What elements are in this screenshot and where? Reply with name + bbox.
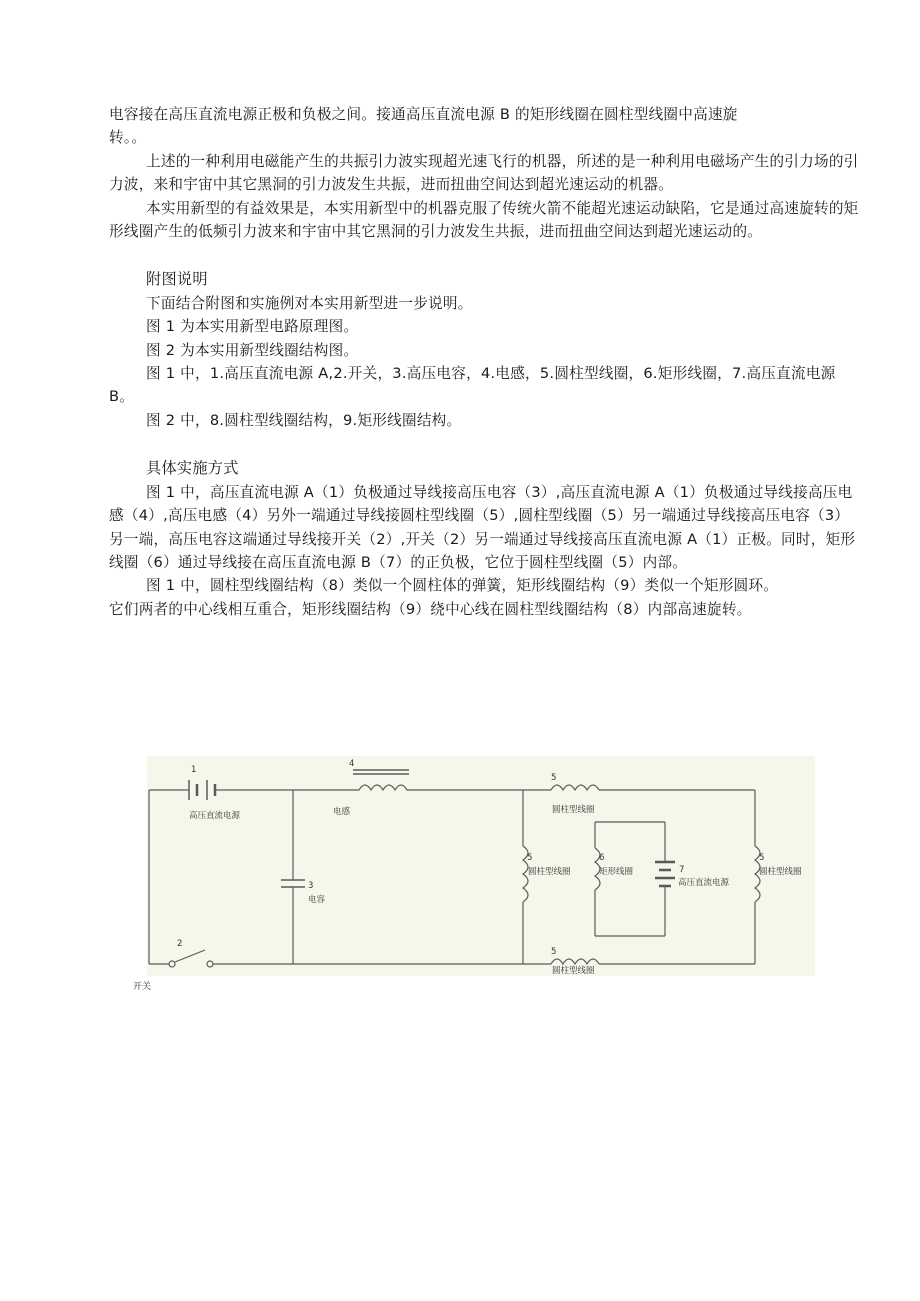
label-n3: 3 — [308, 881, 314, 891]
circuit-diagram — [147, 756, 815, 976]
label-inductor: 电感 — [333, 807, 351, 817]
label-n4: 4 — [349, 759, 355, 769]
label-coil-bottom: 圆柱型线圈 — [552, 966, 595, 976]
paragraph-1-line-1: 电容接在高压直流电源正极和负极之间。接通高压直流电源 B 的矩形线圈在圆柱型线圈中高速旋 — [109, 106, 738, 123]
label-n5-left: 5 — [527, 853, 533, 863]
label-coil-right: 圆柱型线圈 — [759, 867, 802, 877]
label-n5-top: 5 — [551, 773, 557, 783]
paragraph-1-line-2: 转。。 — [109, 129, 147, 147]
paragraph-2: 上述的一种利用电磁能产生的共振引力波实现超光速飞行的机器，所述的是一种利用电磁场产生的引力场的引力波，来和宇宙中其它黑洞的引力波发生共振，进而扭曲空间达到超光速运动的机器。 — [109, 152, 859, 194]
label-battery-a: 高压直流电源 — [189, 811, 241, 821]
paragraph-embodiment-1: 图 1 中，高压直流电源 A（1）负极通过导线接高压电容（3）,高压直流电源 A（1）负极通过导线接高压电感（4）,高压电感（4）另外一端通过导线接圆柱型线圈（5）,圆柱型线圈（5）另一端通过导线接高压电容（3）另一端，高压电容这端通过导线接开关（2）,开关（2）另一端通过导线接高压直流电源 A（1）正极。同时，矩形线圈（6）通过导线接在高压直流电源 B（7）的正负极，它位于圆柱型线圈（5）内部。 — [109, 483, 856, 571]
paragraph-figure-2-legend: 图 2 中，8.圆柱型线圈结构，9.矩形线圈结构。 — [146, 411, 462, 429]
paragraph-embodiment-2-line-1: 图 1 中，圆柱型线圈结构（8）类似一个圆柱体的弹簧，矩形线圈结构（9）类似一个矩形圆环。 — [146, 577, 779, 595]
section-heading-embodiment: 具体实施方式 — [146, 459, 239, 478]
paragraph-figure-2: 图 2 为本实用新型线圈结构图。 — [146, 341, 359, 359]
paragraph-figures-intro: 下面结合附图和实施例对本实用新型进一步说明。 — [146, 294, 473, 312]
paragraph-embodiment-2-line-2: 它们两者的中心线相互重合，矩形线圈结构（9）绕中心线在圆柱型线圈结构（8）内部高速旋转。 — [109, 600, 752, 618]
document-body — [109, 103, 861, 621]
label-n5-bottom: 5 — [551, 947, 557, 957]
paragraph-figure-1: 图 1 为本实用新型电路原理图。 — [146, 318, 359, 336]
paragraph-3: 本实用新型的有益效果是，本实用新型中的机器克服了传统火箭不能超光速运动缺陷，它是通过高速旋转的矩形线圈产生的低频引力波来和宇宙中其它黑洞的引力波发生共振，进而扭曲空间达到超光速运动的。 — [109, 199, 859, 241]
label-n2: 2 — [177, 939, 183, 949]
label-coil-left: 圆柱型线圈 — [528, 867, 571, 877]
label-n7: 7 — [679, 865, 685, 875]
label-battery-b: 高压直流电源 — [678, 878, 730, 888]
label-coil-top: 圆柱型线圈 — [552, 805, 595, 815]
label-capacitor: 电容 — [308, 895, 326, 905]
section-heading-figures: 附图说明 — [146, 270, 208, 289]
label-n5-right: 5 — [759, 853, 765, 863]
paragraph-figure-1-legend: 图 1 中，1.高压直流电源 A,2.开关，3.高压电容，4.电感，5.圆柱型线圈，6.矩形线圈，7.高压直流电源 B。 — [109, 365, 836, 406]
label-switch: 开关 — [133, 982, 152, 992]
label-rect-coil: 矩形线圈 — [599, 867, 634, 877]
label-n6: 6 — [599, 853, 605, 863]
label-n1: 1 — [191, 765, 197, 775]
